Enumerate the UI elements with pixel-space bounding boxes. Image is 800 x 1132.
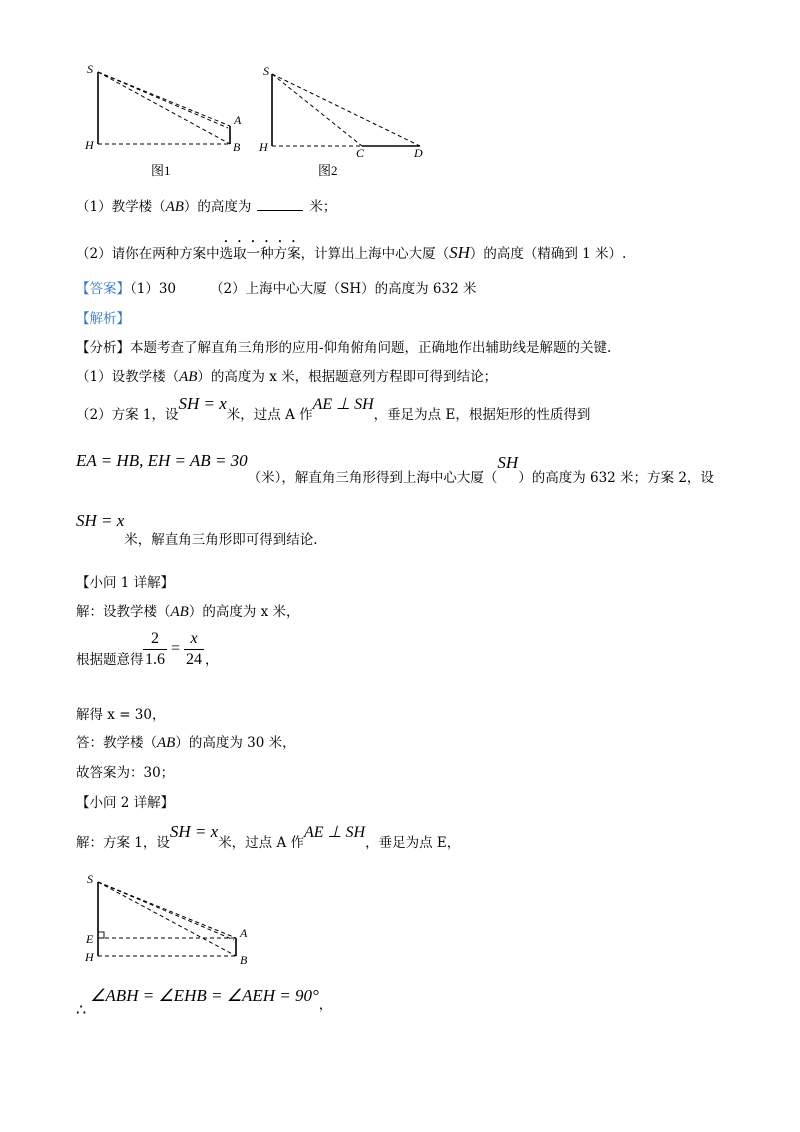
fig1-label-s: S <box>87 62 93 76</box>
analysis-line-3: （2）方案 1，设SH = x米，过点 A 作AE ⊥ SH，垂足为点 E，根据矩形的性质得到 <box>76 394 591 423</box>
analysis-line-1: 【分析】本题考查了解直角三角形的应用-仰角俯角问题，正确地作出辅助线是解题的关键. <box>76 340 612 356</box>
fig3-sight-sb <box>98 882 236 956</box>
therefore-symbol: ∴ <box>76 1000 87 1019</box>
answer-tag: 【答案】 <box>76 281 130 297</box>
fig2-label-d: D <box>414 146 423 160</box>
fig3-label-s: S <box>87 872 93 886</box>
question-2: （2）请你在两种方案中选取一种方案，计算出上海中心大厦（SH）的高度（精确到 1 米）. <box>76 243 627 262</box>
question-1: （1）教学楼（AB）的高度为 米； <box>76 199 337 215</box>
fig1-caption: 图1 <box>151 163 171 178</box>
detail1-line-3: 解得 x = 30， <box>76 707 166 723</box>
emphasis-dotted: 选取一种方案 <box>219 246 301 262</box>
angle-equation: ∠ABH = ∠EHB = ∠AEH = 90° <box>90 986 319 1005</box>
fig3-right-angle-mark <box>98 932 104 938</box>
detail2-heading: 【小问 2 详解】 <box>76 795 175 811</box>
equals-sign: = <box>171 640 181 657</box>
detail1-line-5: 故答案为：30； <box>76 765 175 781</box>
analysis-line-5: SH = x米，解直角三角形即可得到结论. <box>76 511 318 548</box>
fig1-label-h: H <box>85 138 94 152</box>
fig3-label-e: E <box>86 932 94 946</box>
detail1-line-4: 答：教学楼（AB）的高度为 30 米， <box>76 735 296 751</box>
fig2-caption: 图2 <box>318 163 338 178</box>
answer-line: 【答案】（1）30 （2）上海中心大厦（SH）的高度为 632 米 <box>76 281 477 297</box>
conclusion-line: ∴∠ABH = ∠EHB = ∠AEH = $90^\circ_,$ <box>76 986 333 1019</box>
fig1-label-b: B <box>233 140 241 154</box>
fig1-label-a: A <box>234 113 242 127</box>
detail1-line-2-suffix: ， <box>205 652 219 668</box>
fig2-label-s: S <box>263 64 269 78</box>
detail1-line-2: 根据题意得 <box>76 652 144 668</box>
detail1-line-1: 解：设教学楼（AB）的高度为 x 米， <box>76 604 300 620</box>
fraction-2: x 24 <box>186 630 202 668</box>
detail2-line-1: 解：方案 1，设SH = x米，过点 A 作AE ⊥ SH，垂足为点 E， <box>76 822 461 851</box>
fig3-label-a: A <box>240 926 248 940</box>
fig2-label-h: H <box>259 140 268 154</box>
analysis-tag: 【解析】 <box>76 311 130 327</box>
fig3-label-h: H <box>85 950 94 964</box>
analysis-line-2: （1）设教学楼（AB）的高度为 x 米，根据题意列方程即可得到结论； <box>76 369 498 385</box>
analysis-line-4: EA = HB, EH = AB = 30（米），解直角三角形得到上海中心大厦（SH）的高度为 632 米；方案 2，设 <box>76 451 714 486</box>
fig2-label-c: C <box>356 146 365 160</box>
detail1-heading: 【小问 1 详解】 <box>76 575 175 591</box>
fig3-label-b: B <box>240 953 248 967</box>
fraction-1: 2 1.6 <box>145 630 165 668</box>
